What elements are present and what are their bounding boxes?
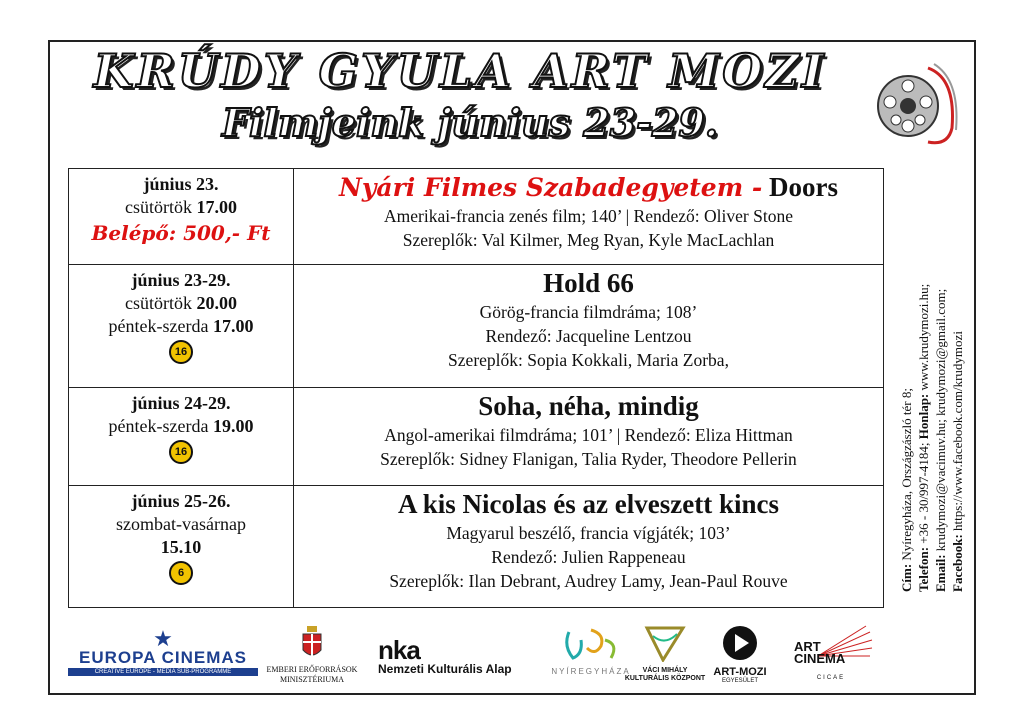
film-reel-icon bbox=[868, 58, 960, 150]
screening-date-cell bbox=[69, 265, 294, 388]
play-button-icon bbox=[721, 624, 759, 662]
film-director: Rendező: Julien Rappeneau bbox=[491, 547, 686, 567]
art-mozi-logo: ART-MOZI EGYESÜLET bbox=[704, 624, 776, 684]
film-title: Soha, néha, mindig bbox=[478, 391, 699, 421]
screening-time-line: csütörtök 17.00 bbox=[125, 197, 237, 217]
screening-time-line: csütörtök 20.00 bbox=[125, 293, 237, 313]
age-rating-16-icon: 16 bbox=[169, 340, 193, 364]
screening-time-line: péntek-szerda 19.00 bbox=[108, 416, 254, 436]
film-info-cell bbox=[294, 265, 884, 388]
facebook-link[interactable]: https://www.facebook.com/krudymozi bbox=[950, 331, 965, 531]
ministry-logo: EMBERI ERŐFORRÁSOK MINISZTÉRIUMA bbox=[258, 626, 366, 685]
film-info-cell bbox=[294, 486, 884, 608]
screening-date: június 23. bbox=[143, 174, 219, 194]
nyiregyhaza-logo: NYÍREGYHÁZA bbox=[536, 626, 646, 676]
age-rating-16-icon: 16 bbox=[169, 440, 193, 464]
film-detail: Amerikai-francia zenés film; 140’ | Rendező: Oliver Stone bbox=[384, 206, 793, 226]
film-cast: Szereplők: Sidney Flanigan, Talia Ryder, Theodore Pellerin bbox=[380, 449, 797, 469]
schedule-subtitle: Filmjeink június 23-29. bbox=[221, 100, 719, 145]
vmkk-mark-icon bbox=[643, 624, 687, 662]
screening-time: 15.10 bbox=[160, 537, 202, 557]
screening-date: június 23-29. bbox=[131, 270, 231, 290]
film-cast: Szereplők: Val Kilmer, Meg Ryan, Kyle MacLachlan bbox=[402, 230, 775, 250]
film-title: Hold 66 bbox=[543, 268, 634, 298]
contact-email: Email: krudymozi@vacimuv.hu; krudymozi@gmail.com; bbox=[933, 288, 948, 592]
age-rating-6-icon: 6 bbox=[169, 561, 193, 585]
screening-date: június 25-26. bbox=[131, 491, 231, 511]
screening-day: szombat-vasárnap bbox=[116, 514, 246, 534]
film-cast: Szereplők: Sopia Kokkali, Maria Zorba, bbox=[448, 350, 729, 370]
film-title: A kis Nicolas és az elveszett kincs bbox=[398, 489, 779, 519]
screening-time-line: péntek-szerda 17.00 bbox=[108, 316, 254, 336]
europa-cinemas-logo: ★ EUROPA CINEMAS CREATIVE EUROPE - MEDIA SUB-PROGRAMME bbox=[68, 630, 258, 676]
table-row bbox=[69, 486, 884, 608]
film-info-cell bbox=[294, 388, 884, 486]
nka-logo: nka Nemzeti Kulturális Alap bbox=[378, 635, 512, 676]
film-director: Rendező: Jacqueline Lentzou bbox=[485, 326, 692, 346]
vaci-mihaly-logo: VÁCI MIHÁLY KULTURÁLIS KÖZPONT bbox=[620, 624, 710, 683]
ticket-price: Belépő: 500,- Ft bbox=[91, 221, 271, 245]
table-row bbox=[69, 388, 884, 486]
contact-phone-web: Telefon: +36 - 30/997-4184; Honlap: www.krudymozi.hu; bbox=[916, 283, 931, 592]
website-link[interactable]: www.krudymozi.hu; bbox=[916, 283, 931, 391]
screening-date-cell bbox=[69, 486, 294, 608]
sponsor-logos bbox=[60, 618, 890, 690]
cinema-title: KRÚDY GYULA ART MOZI bbox=[93, 44, 827, 98]
film-detail: Magyarul beszélő, francia vígjáték; 103’ bbox=[446, 523, 731, 543]
film-info-cell bbox=[294, 169, 884, 265]
contact-facebook: Facebook: https://www.facebook.com/krudymozi bbox=[950, 331, 965, 592]
contact-info bbox=[898, 162, 966, 592]
cicae-logo: ART CINEMA CICAE bbox=[788, 624, 874, 681]
hungarian-crest-icon bbox=[301, 626, 323, 660]
film-title: Nyári Filmes Szabadegyetem - Doors bbox=[339, 172, 838, 202]
city-mark-icon bbox=[561, 626, 621, 662]
screening-date-cell bbox=[69, 388, 294, 486]
contact-address: Cím: Nyíregyháza, Országzászló tér 8; bbox=[899, 388, 914, 592]
star-icon: ★ bbox=[153, 626, 173, 651]
film-cast: Szereplők: Ilan Debrant, Audrey Lamy, Jean-Paul Rouve bbox=[389, 571, 788, 591]
email-link[interactable]: krudymozi@vacimuv.hu; krudymozi@gmail.com; bbox=[933, 288, 948, 552]
schedule-table bbox=[68, 168, 884, 608]
table-row bbox=[69, 169, 884, 265]
film-detail: Görög-francia filmdráma; 108’ bbox=[479, 302, 698, 322]
screening-date: június 24-29. bbox=[131, 393, 231, 413]
screening-date-cell bbox=[69, 169, 294, 265]
table-row bbox=[69, 265, 884, 388]
film-detail: Angol-amerikai filmdráma; 101’ | Rendező: Eliza Hittman bbox=[384, 425, 793, 445]
